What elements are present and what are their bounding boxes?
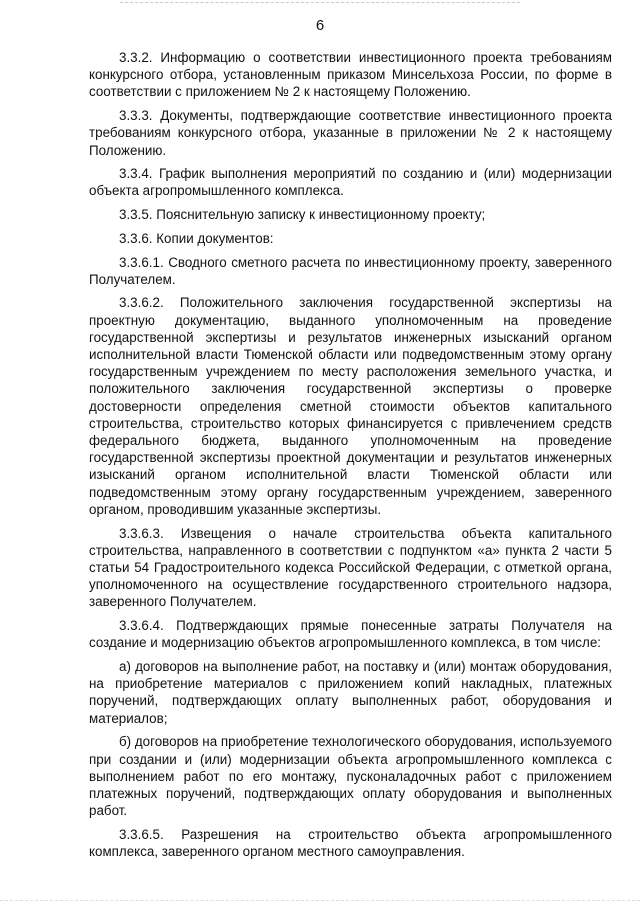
bottom-scan-line — [0, 900, 640, 902]
paragraph-3-3-6-2: 3.3.6.2. Положительного заключения государственной экспертизы на проектную документацию, выданного уполномоченным на проведение государственной экспертизы и результатов инженерных изысканий органом исполнительной власти Тюменской области или подведомственным этому органу государственным учреждением по месту расположения земельного участка, и положительного заключения государственной экспертизы о проверке достоверности определения сметной стоимости объектов капитального строительства, строительство которых финансируется с привлечением средств федерального бюджета, выданного уполномоченным на проведение государственной экспертизы проектной документации и результатов инженерных изысканий органом исполнительной власти Тюменской области или подведомственным этому органу государственным учреждением, заверенного органом, проводившим указанные экспертизы. — [89, 295, 612, 517]
paragraph-3-3-6-5: 3.3.6.5. Разрешения на строительство объекта агропромышленного комплекса, заверенного органом местного самоуправления. — [89, 826, 612, 860]
paragraph-3-3-6: 3.3.6. Копии документов: — [119, 230, 274, 246]
paragraph-3-3-3: 3.3.3. Документы, подтверждающие соответствие инвестиционного проекта требованиям конкурсного отбора, указанные в приложении № 2 к настоящему Положению. — [89, 108, 612, 158]
page-number: 6 — [315, 17, 325, 34]
paragraph-3-3-6-4: 3.3.6.4. Подтверждающих прямые понесенные затраты Получателя на создание и модернизацию объектов агропромышленного комплекса, в том числе: — [89, 618, 612, 651]
paragraph-3-3-2: 3.3.2. Информацию о соответствии инвестиционного проекта требованиям конкурсного отбора, установленным приказом Минсельхоза России, по форме в соответствии с приложением № 2 к настоящему Положению. — [89, 50, 612, 100]
paragraph-3-3-6-3: 3.3.6.3. Извещения о начале строительства объекта капитального строительства, направленного в соответствии с подпунктом «а» пункта 2 части 5 статьи 54 Градостроительного кодекса Российской Федерации, с отметкой органа, уполномоченного на осуществление государственного строительного надзора, заверенного Получателем. — [89, 525, 612, 610]
top-scan-line — [120, 2, 520, 4]
paragraph-item-b: б) договоров на приобретение технологического оборудования, используемого при создании и (или) модернизации объекта агропромышленного комплекса с выполнением работ по его монтажу, пусконаладочных работ с приложением платежных поручений, подтверждающих оплату оборудования и выполненных работ. — [89, 734, 612, 819]
paragraph-3-3-6-1: 3.3.6.1. Сводного сметного расчета по инвестиционному проекту, заверенного Получателем. — [89, 254, 612, 287]
paragraph-3-3-4: 3.3.4. График выполнения мероприятий по созданию и (или) модернизации объекта агропромышленного комплекса. — [89, 166, 612, 199]
paragraph-item-a: а) договоров на выполнение работ, на поставку и (или) монтаж оборудования, на приобретение материалов с приложением копий накладных, платежных поручений, подтверждающих оплату выполненных работ, оборудования и материалов; — [89, 659, 612, 726]
paragraph-3-3-5: 3.3.5. Пояснительную записку к инвестиционному проекту; — [119, 207, 486, 223]
document-body — [89, 49, 612, 867]
